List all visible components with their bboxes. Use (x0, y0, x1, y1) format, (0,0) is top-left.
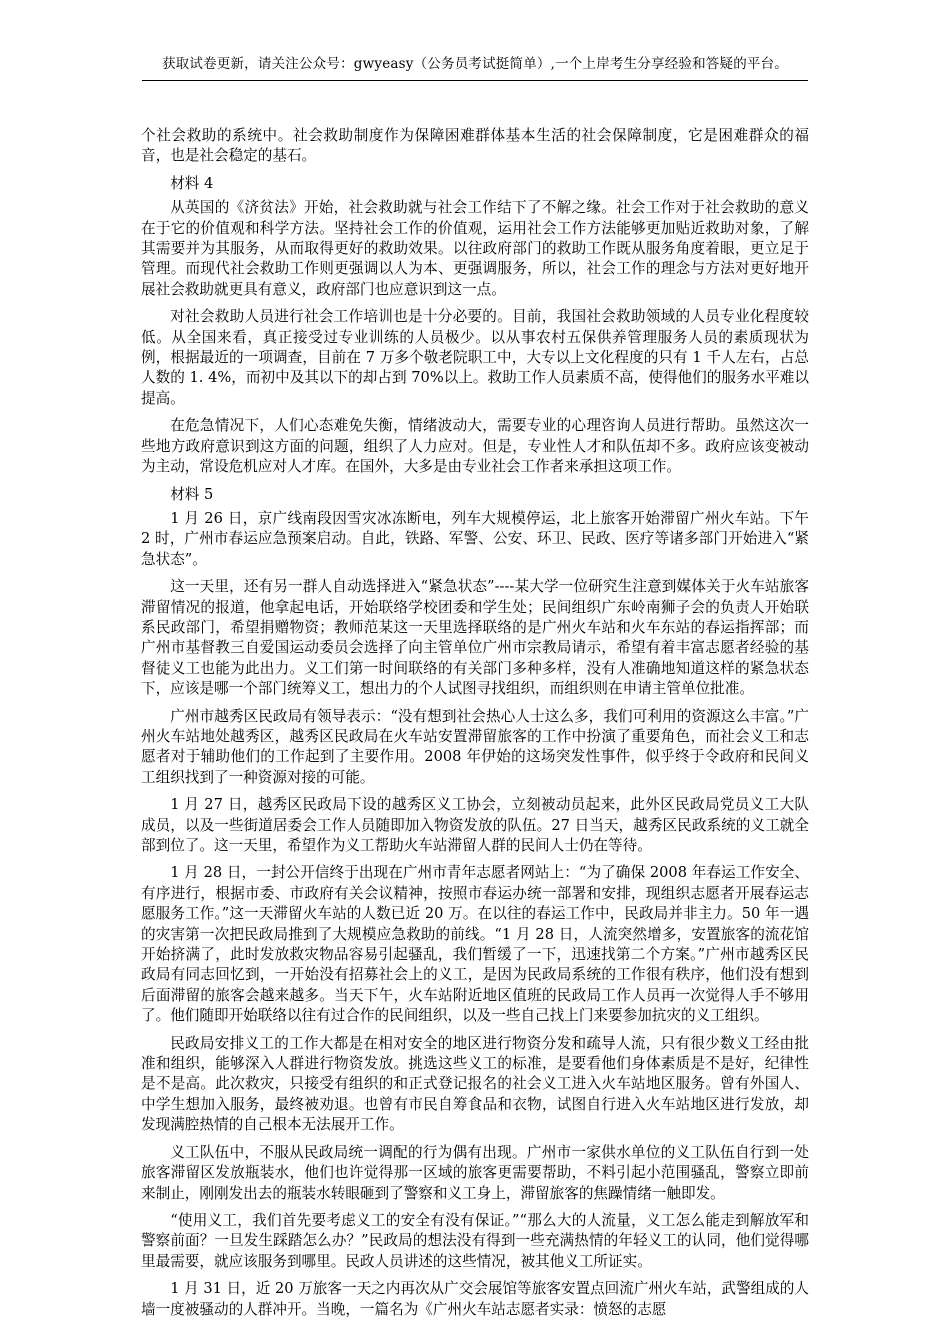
paragraph: 对社会救助人员进行社会工作培训也是十分必要的。目前，我国社会救助领域的人员专业化程度较低。从全国来看，真正接受过专业训练的人员极少。以从事农村五保供养管理服务人员的素质现状为例，根据最近的一项调查，目前在 7 万多个敬老院职工中，大专以上文化程度的只有 1 千人左右，占总人数的 1. 4%，而初中及其以下的却占到 70%以上。救助工作人员素质不高，使得他们的服务水平难以提高。 (141, 308, 809, 407)
header-divider (142, 80, 808, 81)
paragraph: 1 月 26 日，京广线南段因雪灾冰冻断电，列车大规模停运，北上旅客开始滞留广州火车站。下午 2 时，广州市春运应急预案启动。自此，铁路、军警、公安、环卫、民政、医疗等诸多部门开始进入“紧急状态”。 (141, 509, 809, 568)
paragraph: 1 月 28 日，一封公开信终于出现在广州市青年志愿者网站上：“为了确保 2008 年春运工作安全、有序进行，根据市委、市政府有关会议精神，按照市春运办统一部署和安排，现组织志愿者开展春运志愿服务工作。”这一天滞留火车站的人数已近 20 万。在以往的春运工作中，民政局并非主力。50 年一遇的灾害第一次把民政局推到了大规模应急救助的前线。“1 月 28 日，人流突然增多，安置旅客的流花馆开始挤满了，此时发放救灾物品容易引起骚乱，我们暂缓了一下，迅速找第二个方案。”广州市越秀区民政局有同志回忆到，一开始没有招募社会上的义工，是因为民政局系统的工作很有秩序，他们没有想到后面滞留的旅客会越来越多。当天下午，火车站附近地区值班的民政局工作人员再一次觉得人手不够用了。他们随即开始联络以往有过合作的民间组织，以及一些自己找上门来要参加抗灾的义工组织。 (141, 864, 809, 1025)
paragraph: 民政局安排义工的工作大都是在相对安全的地区进行物资分发和疏导人流，只有很少数义工经由批准和组织，能够深入人群进行物资发放。挑选这些义工的标准，是要看他们身体素质是不是好，纪律性是不是高。此次救灾，只接受有组织的和正式登记报名的社会义工进入火车站地区服务。曾有外国人、中学生想加入服务，最终被劝退。也曾有市民自筹食品和衣物，试图自行进入火车站地区进行发放，却发现满腔热情的自己根本无法展开工作。 (141, 1034, 809, 1134)
page-header: 获取试卷更新，请关注公众号：gwyeasy（公务员考试挺简单）,一个上岸考生分享经验和答疑的平台。 (161, 56, 788, 72)
paragraph: 这一天里，还有另一群人自动选择进入“紧急状态”----某大学一位研究生注意到媒体关于火车站旅客滞留情况的报道，他拿起电话，开始联络学校团委和学生处；民间组织广东岭南狮子会的负责人开始联系民政部门，希望捐赠物资；教师范某这一天里选择联络的是广州火车站和火车东站的春运指挥部；而广州市基督教三自爱国运动委员会选择了向主管单位广州市宗教局请示，希望有着丰富志愿者经验的基督徒义工也能为此出力。义工们第一时间联络的有关部门多种多样，没有人准确地知道这样的紧急状态下，应该是哪一个部门统筹义工，想出力的个人试图寻找组织，而组织则在申请主管单位批准。 (141, 578, 809, 698)
paragraph: 1 月 27 日，越秀区民政局下设的越秀区义工协会，立刻被动员起来，此外区民政局党员义工大队成员，以及一些街道居委会工作人员随即加入物资发放的队伍。27 日当天，越秀区民政系统的义工就全部到位了。这一天里，希望作为义工帮助火车站滞留人群的民间人士仍在等待。 (141, 796, 809, 854)
section-heading-material-4: 材料 4 (170, 174, 214, 192)
document-body (141, 126, 809, 1327)
paragraph: “使用义工，我们首先要考虑义工的安全有没有保证。”“那么大的人流量，义工怎么能走到解放军和警察前面？一旦发生踩踏怎么办？”民政局的想法没有得到一些充满热情的年轻义工的认同，他们觉得哪里最需要，就应该服务到哪里。民政人员讲述的这些情况，被其他义工所证实。 (141, 1211, 809, 1270)
paragraph: 1 月 31 日，近 20 万旅客一天之内再次从广交会展馆等旅客安置点回流广州火车站，武警组成的人墙一度被骚动的人群冲开。当晚，一篇名为《广州火车站志愿者实录：愤怒的志愿 (141, 1280, 809, 1318)
section-heading-material-5: 材料 5 (170, 485, 214, 503)
paragraph: 从英国的《济贫法》开始，社会救助就与社会工作结下了不解之缘。社会工作对于社会救助的意义在于它的价值观和科学方法。坚持社会工作的价值观，运用社会工作方法能够更加贴近救助对象，了解其需要并为其服务，从而取得更好的救助效果。以往政府部门的救助工作既从服务角度着眼，更立足于管理。而现代社会救助工作则更强调以人为本、更强调服务，所以，社会工作的理念与方法对更好地开展社会救助就更具有意义，政府部门也应意识到这一点。 (141, 199, 809, 298)
paragraph-continuation: 个社会救助的系统中。社会救助制度作为保障困难群体基本生活的社会保障制度，它是困难群众的福音，也是社会稳定的基石。 (141, 127, 809, 165)
paragraph: 在危急情况下，人们心态难免失衡，情绪波动大，需要专业的心理咨询人员进行帮助。虽然这次一些地方政府意识到这方面的问题，组织了人力应对。但是，专业性人才和队伍却不多。政府应该变被动为主动，常设危机应对人才库。在国外，大多是由专业社会工作者来承担这项工作。 (141, 417, 809, 476)
paragraph: 义工队伍中，不服从民政局统一调配的行为偶有出现。广州市一家供水单位的义工队伍自行到一处旅客滞留区发放瓶装水，他们也许觉得那一区域的旅客更需要帮助，不料引起小范围骚乱，警察立即前来制止，刚刚发出去的瓶装水转眼砸到了警察和义工身上，滞留旅客的焦躁情绪一触即发。 (141, 1143, 809, 1202)
paragraph: 广州市越秀区民政局有领导表示：“没有想到社会热心人士这么多，我们可利用的资源这么丰富。”广州火车站地处越秀区，越秀区民政局在火车站安置滞留旅客的工作中扮演了重要角色，而社会义工和志愿者对于辅助他们的工作起到了主要作用。2008 年伊始的这场突发性事件，似乎终于令政府和民间义工组织找到了一种资源对接的可能。 (141, 707, 809, 786)
